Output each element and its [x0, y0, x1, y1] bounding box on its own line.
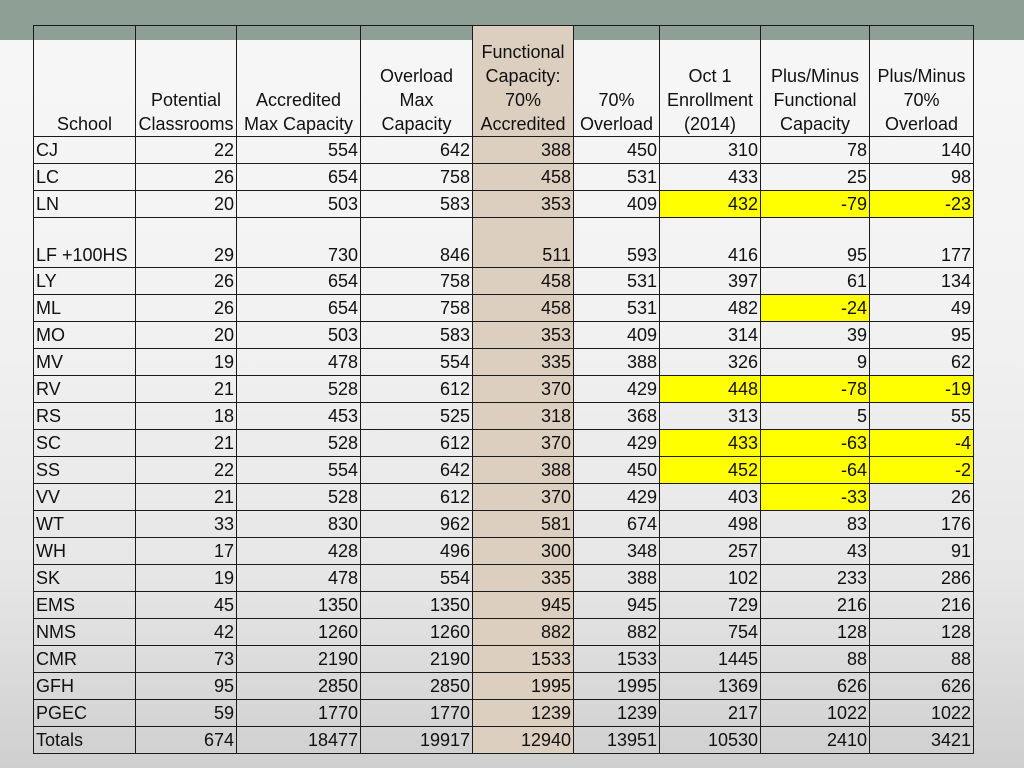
- cell-oct1-enrollment: 257: [660, 538, 761, 565]
- school-capacity-table: [33, 25, 974, 754]
- cell-accredited-max-capacity: 18477: [237, 727, 361, 754]
- table-row: [34, 191, 974, 218]
- cell-plus-minus-70-overload: 216: [870, 592, 974, 619]
- cell-oct1-enrollment: 433: [660, 430, 761, 457]
- cell-plus-minus-70-overload: -19: [870, 376, 974, 403]
- cell-potential-classrooms: 18: [136, 403, 237, 430]
- cell-functional-capacity: 12940: [473, 727, 574, 754]
- cell-accredited-max-capacity: 1350: [237, 592, 361, 619]
- cell-overload-max-capacity: 554: [361, 349, 473, 376]
- cell-70-overload: 531: [574, 268, 660, 295]
- cell-accredited-max-capacity: 453: [237, 403, 361, 430]
- cell-oct1-enrollment: 498: [660, 511, 761, 538]
- cell-school: NMS: [34, 619, 136, 646]
- cell-functional-capacity: 1995: [473, 673, 574, 700]
- cell-70-overload: 388: [574, 565, 660, 592]
- cell-overload-max-capacity: 758: [361, 164, 473, 191]
- cell-oct1-enrollment: 1369: [660, 673, 761, 700]
- cell-70-overload: 1239: [574, 700, 660, 727]
- cell-oct1-enrollment: 326: [660, 349, 761, 376]
- table-row: [34, 673, 974, 700]
- cell-potential-classrooms: 29: [136, 218, 237, 268]
- cell-school: CJ: [34, 137, 136, 164]
- cell-accredited-max-capacity: 528: [237, 376, 361, 403]
- cell-school: SK: [34, 565, 136, 592]
- cell-potential-classrooms: 22: [136, 457, 237, 484]
- cell-plus-minus-functional: -78: [761, 376, 870, 403]
- cell-oct1-enrollment: 754: [660, 619, 761, 646]
- table-body: [34, 137, 974, 754]
- cell-accredited-max-capacity: 2190: [237, 646, 361, 673]
- cell-plus-minus-functional: -64: [761, 457, 870, 484]
- table-row: [34, 538, 974, 565]
- cell-school: WH: [34, 538, 136, 565]
- cell-functional-capacity: 388: [473, 137, 574, 164]
- cell-overload-max-capacity: 642: [361, 137, 473, 164]
- cell-plus-minus-functional: -24: [761, 295, 870, 322]
- cell-overload-max-capacity: 1350: [361, 592, 473, 619]
- cell-70-overload: 945: [574, 592, 660, 619]
- cell-potential-classrooms: 21: [136, 430, 237, 457]
- cell-plus-minus-functional: 43: [761, 538, 870, 565]
- cell-accredited-max-capacity: 428: [237, 538, 361, 565]
- cell-functional-capacity: 370: [473, 376, 574, 403]
- cell-overload-max-capacity: 1770: [361, 700, 473, 727]
- cell-school: GFH: [34, 673, 136, 700]
- cell-plus-minus-70-overload: 176: [870, 511, 974, 538]
- cell-overload-max-capacity: 583: [361, 322, 473, 349]
- cell-70-overload: 882: [574, 619, 660, 646]
- cell-overload-max-capacity: 962: [361, 511, 473, 538]
- cell-potential-classrooms: 42: [136, 619, 237, 646]
- table-row: [34, 349, 974, 376]
- header-oct1-enrollment: Oct 1 Enrollment (2014): [660, 26, 761, 137]
- cell-plus-minus-70-overload: 95: [870, 322, 974, 349]
- cell-accredited-max-capacity: 503: [237, 191, 361, 218]
- cell-plus-minus-functional: -63: [761, 430, 870, 457]
- table-row: [34, 322, 974, 349]
- cell-functional-capacity: 370: [473, 484, 574, 511]
- cell-potential-classrooms: 21: [136, 376, 237, 403]
- cell-plus-minus-functional: 1022: [761, 700, 870, 727]
- cell-oct1-enrollment: 448: [660, 376, 761, 403]
- cell-accredited-max-capacity: 478: [237, 349, 361, 376]
- cell-potential-classrooms: 21: [136, 484, 237, 511]
- cell-accredited-max-capacity: 654: [237, 268, 361, 295]
- cell-oct1-enrollment: 313: [660, 403, 761, 430]
- cell-accredited-max-capacity: 554: [237, 137, 361, 164]
- cell-functional-capacity: 511: [473, 218, 574, 268]
- header-plus-minus-70-overload: Plus/Minus 70% Overload: [870, 26, 974, 137]
- cell-plus-minus-functional: 216: [761, 592, 870, 619]
- cell-accredited-max-capacity: 654: [237, 295, 361, 322]
- cell-accredited-max-capacity: 478: [237, 565, 361, 592]
- cell-functional-capacity: 458: [473, 268, 574, 295]
- cell-plus-minus-functional: -79: [761, 191, 870, 218]
- cell-accredited-max-capacity: 528: [237, 430, 361, 457]
- cell-school: RS: [34, 403, 136, 430]
- cell-oct1-enrollment: 433: [660, 164, 761, 191]
- cell-oct1-enrollment: 482: [660, 295, 761, 322]
- cell-functional-capacity: 1533: [473, 646, 574, 673]
- cell-overload-max-capacity: 642: [361, 457, 473, 484]
- cell-potential-classrooms: 26: [136, 268, 237, 295]
- cell-potential-classrooms: 20: [136, 322, 237, 349]
- cell-school: LF +100HS: [34, 218, 136, 268]
- cell-plus-minus-70-overload: -2: [870, 457, 974, 484]
- table-row: [34, 646, 974, 673]
- table-row: [34, 164, 974, 191]
- cell-functional-capacity: 581: [473, 511, 574, 538]
- cell-oct1-enrollment: 102: [660, 565, 761, 592]
- cell-school: EMS: [34, 592, 136, 619]
- cell-plus-minus-functional: 39: [761, 322, 870, 349]
- cell-school: CMR: [34, 646, 136, 673]
- cell-plus-minus-functional: 61: [761, 268, 870, 295]
- table-row: [34, 295, 974, 322]
- cell-potential-classrooms: 17: [136, 538, 237, 565]
- header-overload-max-capacity: Overload Max Capacity: [361, 26, 473, 137]
- table-row: [34, 430, 974, 457]
- cell-potential-classrooms: 26: [136, 164, 237, 191]
- cell-overload-max-capacity: 758: [361, 268, 473, 295]
- cell-plus-minus-70-overload: 62: [870, 349, 974, 376]
- cell-oct1-enrollment: 310: [660, 137, 761, 164]
- table-row: [34, 403, 974, 430]
- cell-overload-max-capacity: 612: [361, 430, 473, 457]
- cell-school: MV: [34, 349, 136, 376]
- cell-plus-minus-functional: 78: [761, 137, 870, 164]
- cell-overload-max-capacity: 554: [361, 565, 473, 592]
- cell-plus-minus-functional: -33: [761, 484, 870, 511]
- cell-functional-capacity: 1239: [473, 700, 574, 727]
- cell-oct1-enrollment: 397: [660, 268, 761, 295]
- table-row: [34, 592, 974, 619]
- cell-potential-classrooms: 95: [136, 673, 237, 700]
- cell-70-overload: 13951: [574, 727, 660, 754]
- cell-overload-max-capacity: 496: [361, 538, 473, 565]
- header-plus-minus-functional: Plus/Minus Functional Capacity: [761, 26, 870, 137]
- cell-70-overload: 450: [574, 137, 660, 164]
- table-row: [34, 268, 974, 295]
- cell-plus-minus-70-overload: 55: [870, 403, 974, 430]
- cell-70-overload: 348: [574, 538, 660, 565]
- cell-plus-minus-70-overload: 3421: [870, 727, 974, 754]
- cell-overload-max-capacity: 1260: [361, 619, 473, 646]
- cell-functional-capacity: 945: [473, 592, 574, 619]
- cell-potential-classrooms: 19: [136, 349, 237, 376]
- cell-70-overload: 409: [574, 191, 660, 218]
- cell-potential-classrooms: 26: [136, 295, 237, 322]
- cell-oct1-enrollment: 452: [660, 457, 761, 484]
- cell-plus-minus-functional: 128: [761, 619, 870, 646]
- cell-school: Totals: [34, 727, 136, 754]
- cell-plus-minus-70-overload: 626: [870, 673, 974, 700]
- cell-plus-minus-functional: 88: [761, 646, 870, 673]
- cell-overload-max-capacity: 758: [361, 295, 473, 322]
- cell-plus-minus-70-overload: 98: [870, 164, 974, 191]
- cell-oct1-enrollment: 1445: [660, 646, 761, 673]
- cell-plus-minus-functional: 83: [761, 511, 870, 538]
- cell-plus-minus-70-overload: -4: [870, 430, 974, 457]
- table-row: [34, 565, 974, 592]
- cell-overload-max-capacity: 19917: [361, 727, 473, 754]
- cell-functional-capacity: 318: [473, 403, 574, 430]
- cell-plus-minus-70-overload: 88: [870, 646, 974, 673]
- cell-plus-minus-functional: 2410: [761, 727, 870, 754]
- cell-potential-classrooms: 33: [136, 511, 237, 538]
- cell-potential-classrooms: 20: [136, 191, 237, 218]
- cell-70-overload: 593: [574, 218, 660, 268]
- table-row: [34, 484, 974, 511]
- table-row: [34, 700, 974, 727]
- cell-accredited-max-capacity: 554: [237, 457, 361, 484]
- cell-functional-capacity: 300: [473, 538, 574, 565]
- cell-plus-minus-70-overload: 128: [870, 619, 974, 646]
- cell-overload-max-capacity: 2190: [361, 646, 473, 673]
- cell-school: RV: [34, 376, 136, 403]
- cell-overload-max-capacity: 612: [361, 484, 473, 511]
- cell-functional-capacity: 458: [473, 295, 574, 322]
- cell-oct1-enrollment: 10530: [660, 727, 761, 754]
- cell-school: MO: [34, 322, 136, 349]
- cell-plus-minus-functional: 95: [761, 218, 870, 268]
- cell-70-overload: 429: [574, 430, 660, 457]
- cell-accredited-max-capacity: 654: [237, 164, 361, 191]
- cell-plus-minus-functional: 25: [761, 164, 870, 191]
- cell-plus-minus-70-overload: 140: [870, 137, 974, 164]
- cell-70-overload: 429: [574, 376, 660, 403]
- cell-accredited-max-capacity: 503: [237, 322, 361, 349]
- cell-potential-classrooms: 59: [136, 700, 237, 727]
- cell-70-overload: 388: [574, 349, 660, 376]
- cell-school: VV: [34, 484, 136, 511]
- cell-functional-capacity: 335: [473, 349, 574, 376]
- cell-potential-classrooms: 674: [136, 727, 237, 754]
- cell-accredited-max-capacity: 1770: [237, 700, 361, 727]
- cell-plus-minus-70-overload: 134: [870, 268, 974, 295]
- cell-overload-max-capacity: 846: [361, 218, 473, 268]
- table-row: [34, 218, 974, 268]
- cell-70-overload: 531: [574, 295, 660, 322]
- cell-accredited-max-capacity: 1260: [237, 619, 361, 646]
- cell-potential-classrooms: 45: [136, 592, 237, 619]
- cell-school: LC: [34, 164, 136, 191]
- cell-plus-minus-functional: 626: [761, 673, 870, 700]
- header-functional-capacity: Functional Capacity: 70% Accredited: [473, 26, 574, 137]
- cell-school: LY: [34, 268, 136, 295]
- cell-plus-minus-70-overload: 26: [870, 484, 974, 511]
- header-school: School: [34, 26, 136, 137]
- header-accredited-max-capacity: Accredited Max Capacity: [237, 26, 361, 137]
- cell-functional-capacity: 370: [473, 430, 574, 457]
- cell-functional-capacity: 335: [473, 565, 574, 592]
- cell-overload-max-capacity: 525: [361, 403, 473, 430]
- cell-plus-minus-70-overload: 177: [870, 218, 974, 268]
- table-row: [34, 137, 974, 164]
- cell-70-overload: 531: [574, 164, 660, 191]
- table-row: [34, 376, 974, 403]
- cell-overload-max-capacity: 612: [361, 376, 473, 403]
- cell-oct1-enrollment: 729: [660, 592, 761, 619]
- cell-accredited-max-capacity: 830: [237, 511, 361, 538]
- cell-school: PGEC: [34, 700, 136, 727]
- cell-70-overload: 368: [574, 403, 660, 430]
- cell-70-overload: 429: [574, 484, 660, 511]
- cell-oct1-enrollment: 217: [660, 700, 761, 727]
- cell-overload-max-capacity: 583: [361, 191, 473, 218]
- header-row: [34, 26, 974, 137]
- table-row: [34, 619, 974, 646]
- cell-functional-capacity: 353: [473, 191, 574, 218]
- cell-oct1-enrollment: 403: [660, 484, 761, 511]
- cell-plus-minus-70-overload: 49: [870, 295, 974, 322]
- cell-functional-capacity: 353: [473, 322, 574, 349]
- cell-school: SC: [34, 430, 136, 457]
- totals-row: [34, 727, 974, 754]
- cell-plus-minus-functional: 9: [761, 349, 870, 376]
- cell-plus-minus-functional: 5: [761, 403, 870, 430]
- cell-70-overload: 674: [574, 511, 660, 538]
- cell-plus-minus-70-overload: 286: [870, 565, 974, 592]
- cell-accredited-max-capacity: 528: [237, 484, 361, 511]
- header-70-overload: 70% Overload: [574, 26, 660, 137]
- cell-70-overload: 1995: [574, 673, 660, 700]
- cell-functional-capacity: 388: [473, 457, 574, 484]
- cell-70-overload: 450: [574, 457, 660, 484]
- header-potential-classrooms: Potential Classrooms: [136, 26, 237, 137]
- cell-school: ML: [34, 295, 136, 322]
- cell-70-overload: 409: [574, 322, 660, 349]
- cell-functional-capacity: 458: [473, 164, 574, 191]
- table-row: [34, 511, 974, 538]
- cell-potential-classrooms: 73: [136, 646, 237, 673]
- cell-functional-capacity: 882: [473, 619, 574, 646]
- cell-school: SS: [34, 457, 136, 484]
- cell-potential-classrooms: 22: [136, 137, 237, 164]
- cell-plus-minus-70-overload: -23: [870, 191, 974, 218]
- cell-oct1-enrollment: 416: [660, 218, 761, 268]
- table-row: [34, 457, 974, 484]
- cell-plus-minus-70-overload: 91: [870, 538, 974, 565]
- cell-school: WT: [34, 511, 136, 538]
- cell-plus-minus-functional: 233: [761, 565, 870, 592]
- cell-overload-max-capacity: 2850: [361, 673, 473, 700]
- cell-accredited-max-capacity: 2850: [237, 673, 361, 700]
- cell-70-overload: 1533: [574, 646, 660, 673]
- cell-potential-classrooms: 19: [136, 565, 237, 592]
- cell-plus-minus-70-overload: 1022: [870, 700, 974, 727]
- cell-accredited-max-capacity: 730: [237, 218, 361, 268]
- cell-school: LN: [34, 191, 136, 218]
- cell-oct1-enrollment: 432: [660, 191, 761, 218]
- cell-oct1-enrollment: 314: [660, 322, 761, 349]
